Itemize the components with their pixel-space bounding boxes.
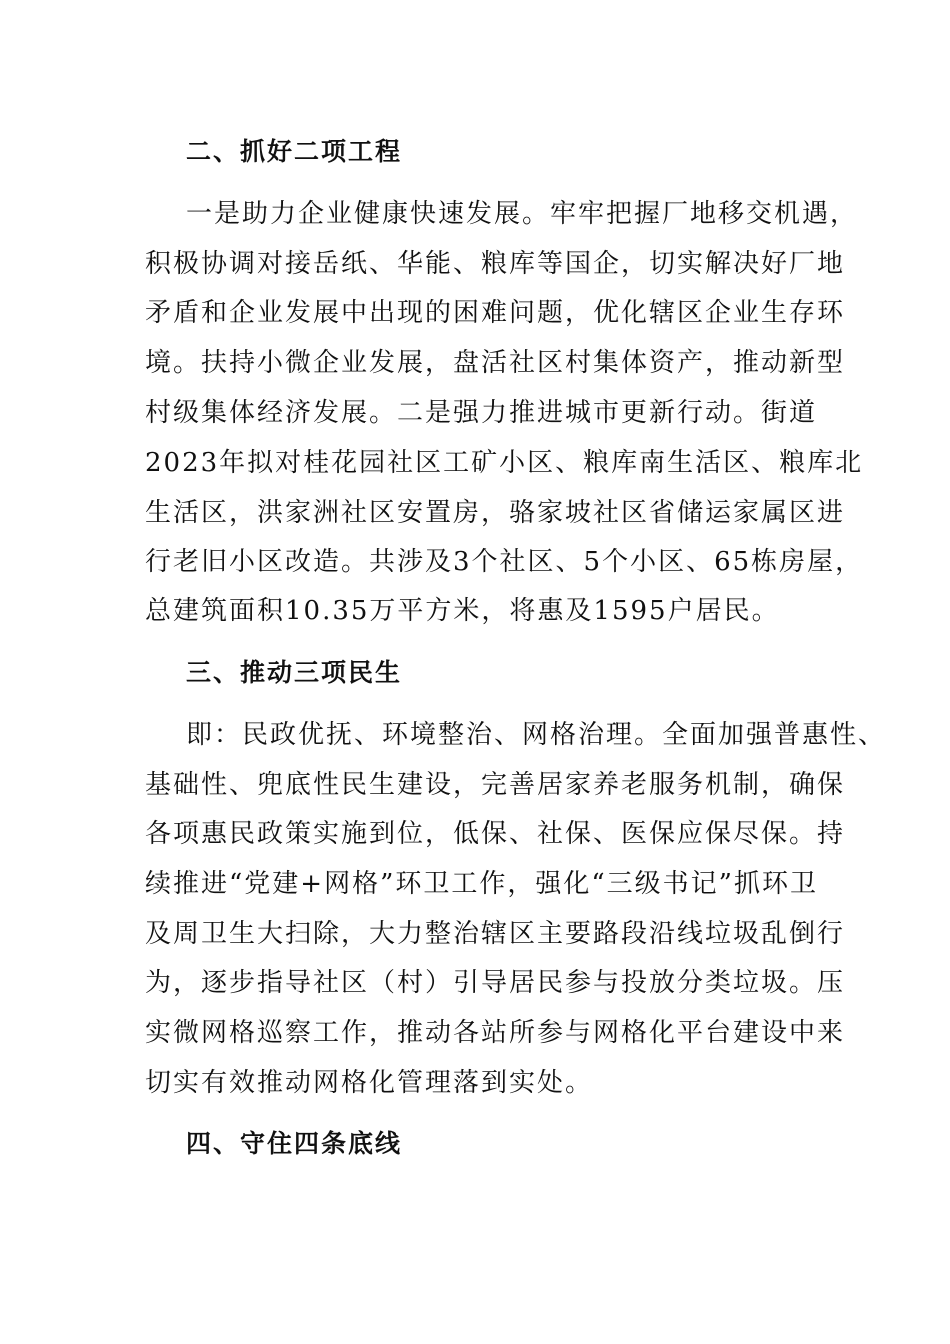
section-heading-2: 二、抓好二项工程 [186,137,403,166]
paragraph-line: 矛盾和企业发展中出现的困难问题，优化辖区企业生存环 [145,298,846,328]
paragraph-line: 生活区，洪家洲社区安置房，骆家坡社区省储运家属区进 [145,498,846,528]
paragraph-line: 即：民政优抚、环境整治、网格治理。全面加强普惠性、 [186,720,887,750]
paragraph-line: 行老旧小区改造。共涉及3个社区、5个小区、65栋房屋， [145,547,864,577]
paragraph-line: 一是助力企业健康快速发展。牢牢把握厂地移交机遇， [186,199,859,229]
section-heading-3: 三、推动三项民生 [186,658,403,687]
paragraph-line: 各项惠民政策实施到位，低保、社保、医保应保尽保。持 [145,819,846,849]
paragraph-line: 实微网格巡察工作，推动各站所参与网格化平台建设中来 [145,1018,846,1048]
paragraph-line: 为，逐步指导社区（村）引导居民参与投放分类垃圾。压 [145,968,846,998]
paragraph-line: 及周卫生大扫除，大力整治辖区主要路段沿线垃圾乱倒行 [145,919,846,949]
paragraph-line: 境。扶持小微企业发展，盘活社区村集体资产，推动新型 [145,348,846,378]
paragraph-line: 村级集体经济发展。二是强力推进城市更新行动。街道 [145,398,818,428]
paragraph-line: 基础性、兜底性民生建设，完善居家养老服务机制，确保 [145,770,846,800]
section-heading-4: 四、守住四条底线 [186,1129,403,1158]
paragraph-line: 续推进“党建+网格”环卫工作，强化“三级书记”抓环卫 [145,869,818,899]
paragraph-line: 2023年拟对桂花园社区工矿小区、粮库南生活区、粮库北 [145,448,864,478]
paragraph-line: 总建筑面积10.35万平方米，将惠及1595户居民。 [145,596,780,626]
paragraph-line: 积极协调对接岳纸、华能、粮库等国企，切实解决好厂地 [145,249,846,279]
paragraph-line: 切实有效推动网格化管理落到实处。 [145,1068,594,1098]
